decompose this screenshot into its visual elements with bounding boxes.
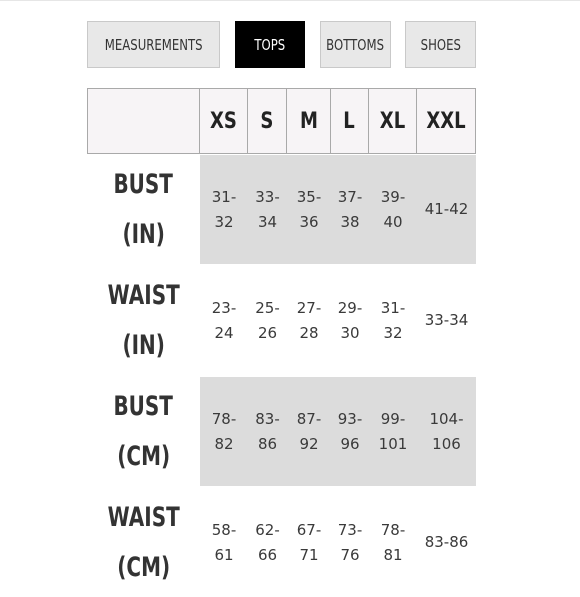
row-label-waist-in: WAIST (IN) bbox=[107, 280, 180, 361]
size-header-m: M bbox=[286, 88, 331, 154]
row-label-bust-cm: BUST (CM) bbox=[113, 391, 174, 472]
table-cell: 29- 30 bbox=[337, 298, 363, 342]
tab-label: SHOES bbox=[420, 35, 461, 54]
size-header-l: L bbox=[330, 88, 369, 154]
size-header-xxl: XXL bbox=[416, 88, 476, 154]
tab-measurements[interactable] bbox=[87, 21, 220, 68]
tab-shoes[interactable] bbox=[405, 21, 476, 68]
table-cell: 87- 92 bbox=[296, 409, 322, 453]
table-cell: 31- 32 bbox=[211, 187, 237, 231]
table-cell: 83- 86 bbox=[255, 409, 280, 453]
table-cell: 58- 61 bbox=[211, 520, 237, 564]
tab-bottoms[interactable] bbox=[320, 21, 391, 68]
row-label-waist-cm: WAIST (CM) bbox=[107, 502, 180, 583]
table-cell: 25- 26 bbox=[255, 298, 280, 342]
header-blank-cell bbox=[87, 88, 200, 154]
table-cell: 73- 76 bbox=[337, 520, 363, 564]
size-header-xl: XL bbox=[368, 88, 417, 154]
size-header-s: S bbox=[247, 88, 287, 154]
table-cell: 37- 38 bbox=[337, 187, 363, 231]
table-cell: 41-42 bbox=[424, 200, 469, 218]
table-cell: 62- 66 bbox=[255, 520, 280, 564]
size-chart-table bbox=[87, 88, 476, 583]
table-cell: 78- 81 bbox=[380, 520, 406, 564]
table-cell: 78- 82 bbox=[211, 409, 237, 453]
table-cell: 33-34 bbox=[424, 311, 469, 329]
table-cell: 31- 32 bbox=[380, 298, 406, 342]
row-label-bust-in: BUST (IN) bbox=[113, 169, 174, 250]
tab-label: TOPS bbox=[254, 35, 286, 54]
table-cell: 67- 71 bbox=[296, 520, 322, 564]
table-cell: 27- 28 bbox=[296, 298, 322, 342]
size-header-xs: XS bbox=[199, 88, 248, 154]
table-cell: 83-86 bbox=[424, 533, 469, 551]
tab-tops[interactable] bbox=[235, 21, 305, 68]
table-cell: 35- 36 bbox=[296, 187, 322, 231]
table-cell: 104- 106 bbox=[429, 409, 464, 453]
table-cell: 39- 40 bbox=[380, 187, 406, 231]
tab-label: MEASUREMENTS bbox=[104, 35, 203, 54]
table-cell: 99- 101 bbox=[378, 409, 408, 453]
tab-label: BOTTOMS bbox=[326, 35, 385, 54]
table-cell: 93- 96 bbox=[337, 409, 363, 453]
table-cell: 33- 34 bbox=[255, 187, 280, 231]
table-cell: 23- 24 bbox=[211, 298, 237, 342]
top-divider bbox=[0, 0, 580, 1]
